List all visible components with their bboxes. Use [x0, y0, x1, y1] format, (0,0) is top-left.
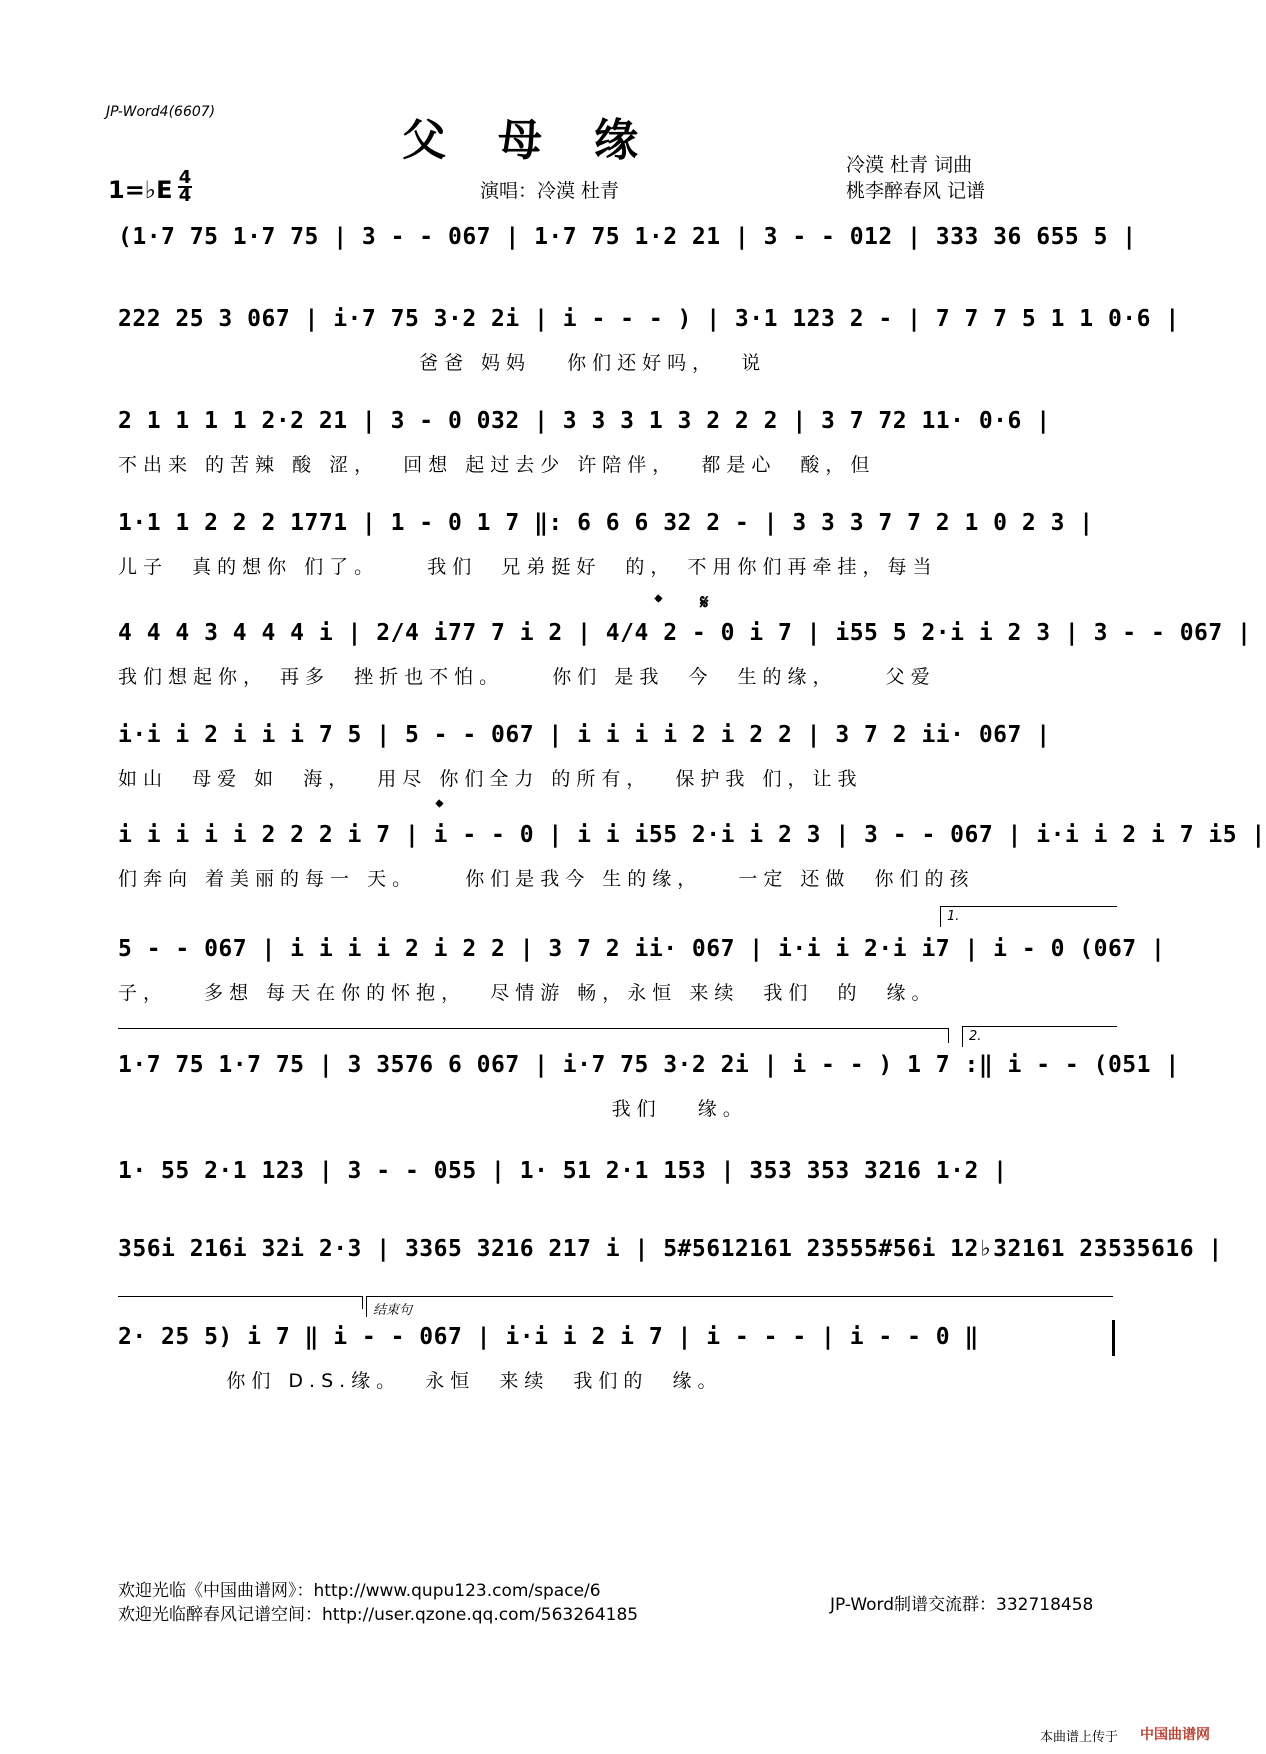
notation-line: i i i i i 2 2 2 i 7 | i - - 0 | i i i55 2·i i 2 3 | 3 - - 067 | i·i i 2 i 7 i5 |: [118, 822, 1266, 848]
volta-2-bracket: [962, 1026, 1117, 1047]
lyric-line: 儿子 真的想你 们了。 我们 兄弟挺好 的， 不用你们再牵挂，每当: [118, 556, 938, 578]
segno-mark: 𝄋: [700, 590, 709, 614]
volta-2-label: 2.: [969, 1029, 982, 1044]
lyric-line: [118, 1200, 1132, 1228]
time-signature: [178, 167, 192, 206]
notation-line: 222 25 3 067 | i·7 75 3·2 2i | i - - - ) | 3·1 123 2 - | 7 7 7 5 1 1 0·6 |: [118, 306, 1180, 332]
coda-mark: 𝄌: [436, 795, 443, 819]
volta-2-extension: [118, 1296, 363, 1309]
song-title: 父母缘: [402, 115, 690, 166]
footer-group: JP-Word制谱交流群：332718458: [830, 1595, 1094, 1615]
volta-1-bracket: [940, 906, 1117, 927]
notation-line: 1·7 75 1·7 75 | 3 3576 6 067 | i·7 75 3·2 2i | i - - ) 1 7 :‖ i - - (051 |: [118, 1052, 1180, 1078]
time-signature-bottom: 4: [178, 185, 192, 206]
lyric-line: 们奔向 着美丽的每一 天。 你们是我今 生的缘， 一定 还做 你们的孩: [118, 868, 975, 890]
score-row: [118, 620, 1252, 688]
lyric-line: 不出来 的苦辣 酸 涩， 回想 起过去少 许陪伴， 都是心 酸，但: [118, 454, 876, 476]
score-row: [118, 1236, 1223, 1296]
score-row: [118, 1052, 1180, 1120]
transcriber-credit: 桃李醉春风 记谱: [846, 180, 986, 202]
lyric-line: 如山 母爱 如 海， 用尽 你们全力 的所有， 保护我 们，让我: [118, 768, 863, 790]
notation-line: 1· 55 2·1 123 | 3 - - 055 | 1· 51 2·1 153 | 353 353 3216 1·2 |: [118, 1158, 1008, 1184]
score-row: [118, 722, 1132, 790]
notation-line: 1·1 1 2 2 2 1771 | 1 - 0 1 7 ‖: 6 6 6 32 2 - | 3 3 3 7 7 2 1 0 2 3 |: [118, 510, 1094, 536]
score-row: [118, 224, 1137, 284]
lyric-line: 爸爸 妈妈 你们还好吗， 说: [118, 352, 767, 374]
footer-link-2: 欢迎光临醉春风记谱空间：http://user.qzone.qq.com/563264185: [118, 1605, 639, 1625]
volta-1-extension: [118, 1028, 949, 1043]
notation-line: 5 - - 067 | i i i i 2 i 2 2 | 3 7 2 ii· 067 | i·i i 2·i i7 | i - 0 (067 |: [118, 936, 1166, 962]
notation-line: i·i i 2 i i i 7 5 | 5 - - 067 | i i i i 2 i 2 2 | 3 7 2 ii· 067 |: [118, 722, 1051, 748]
time-signature-top: 4: [178, 167, 192, 188]
site-logo: 中国曲谱网: [1140, 1727, 1210, 1743]
score-row: [118, 822, 1266, 890]
final-barline: [1112, 1320, 1115, 1356]
score-row: [118, 936, 1166, 1004]
upload-notice: 本曲谱上传于: [1040, 1730, 1119, 1745]
notation-line: 356i 216i 32i 2·3 | 3365 3216 217 i | 5#5612161 23555#56i 12♭32161 23535616 |: [118, 1236, 1223, 1262]
lyric-line: 子， 多想 每天在你的怀抱， 尽情游 畅，永恒 来续 我们 的 缘。: [118, 982, 937, 1004]
lyricist-credit: 冷漠 杜青 词曲: [846, 154, 973, 176]
lyric-line: 我们 缘。: [118, 1098, 748, 1120]
volta-1-label: 1.: [947, 909, 960, 924]
notation-line: (1·7 75 1·7 75 | 3 - - 067 | 1·7 75 1·2 21 | 3 - - 012 | 333 36 655 5 |: [118, 224, 1137, 250]
score-row: [118, 306, 1180, 374]
notation-line: 2· 25 5) i 7 ‖ i - - 067 | i·i i 2 i 7 | i - - - | i - - 0 ‖: [118, 1324, 979, 1350]
notation-line: 4 4 4 3 4 4 4 i | 2/4 i77 7 i 2 | 4/4 2 - 0 i 7 | i55 5 2·i i 2 3 | 3 - - 067 |: [118, 620, 1252, 646]
score-row: [118, 1324, 1132, 1392]
score-row: [118, 1158, 1132, 1218]
notation-line: 2 1 1 1 1 2·2 21 | 3 - 0 032 | 3 3 3 1 3 2 2 2 | 3 7 72 11· 0·6 |: [118, 408, 1051, 434]
lyric-line: 我们想起你， 再多 挫折也不怕。 你们 是我 今 生的缘， 父爱: [118, 666, 936, 688]
singer-credit: 演唱：冷漠 杜青: [480, 180, 620, 202]
lyric-line: [118, 266, 1132, 294]
score-row: [118, 408, 1132, 476]
software-label: JP-Word4(6607): [106, 104, 216, 120]
coda-mark: 𝄌: [655, 590, 662, 614]
ending-label: 结束句: [373, 1303, 413, 1318]
footer-link-1: 欢迎光临《中国曲谱网》：http://www.qupu123.com/space/6: [118, 1581, 601, 1601]
lyric-line: 你们 D.S.缘。 永恒 来续 我们的 缘。: [118, 1370, 723, 1392]
score-row: [118, 510, 1132, 578]
ending-bracket: [366, 1296, 1113, 1317]
key-signature: 1=♭E: [108, 176, 173, 204]
